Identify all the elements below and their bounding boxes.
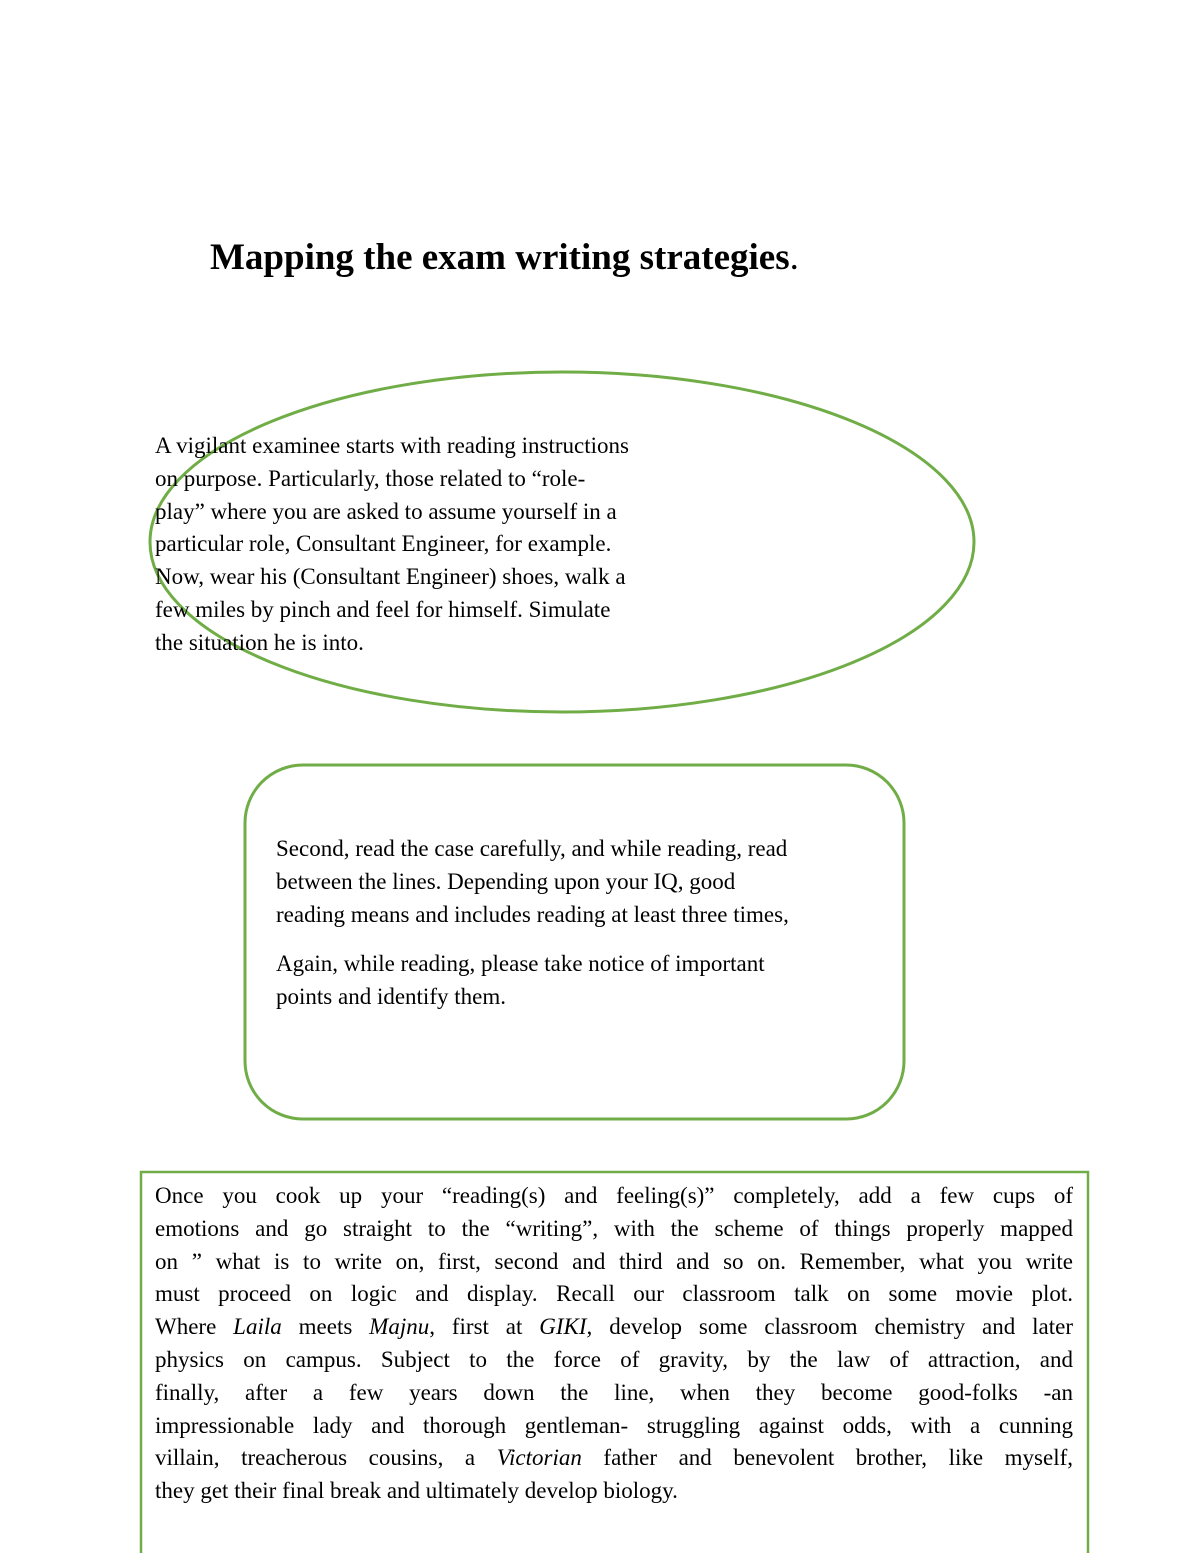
rect-line: Once you cook up your “reading(s) and feeling(s)” completely, add a few cups of xyxy=(155,1183,1073,1208)
rect-line: physics on campus. Subject to the force of gravity, by the law of attraction, and xyxy=(155,1346,1073,1372)
rect-line: must proceed on logic and display. Recall our classroom talk on some movie plot. xyxy=(155,1281,1073,1307)
oval-line: play” where you are asked to assume yourself in a xyxy=(155,498,617,524)
oval-line: Now, wear his (Consultant Engineer) shoes, walk a xyxy=(155,564,626,590)
oval-line: particular role, Consultant Engineer, for example. xyxy=(155,531,612,557)
title-period: . xyxy=(789,237,799,278)
oval-line: on purpose. Particularly, those related to “role- xyxy=(155,465,586,491)
rounded-line: Again, while reading, please take notice of important xyxy=(276,951,765,977)
title-text: Mapping the exam writing strategies xyxy=(210,237,790,278)
rect-line: impressionable lady and thorough gentleman- struggling against odds, with a cunning xyxy=(155,1412,1073,1438)
rect-text: villain, treacherous cousins, a xyxy=(155,1445,497,1471)
paragraph-gap xyxy=(276,931,886,948)
oval-line: few miles by pinch and feel for himself. Simulate xyxy=(155,596,611,622)
name-laila: Laila xyxy=(233,1314,282,1340)
rect-line: on ” what is to write on, first, second and third and so on. Remember, what you write xyxy=(155,1248,1073,1274)
name-majnu: Majnu xyxy=(369,1314,430,1340)
oval-text-block xyxy=(155,430,715,660)
rect-line xyxy=(155,1311,1073,1344)
rect-line xyxy=(155,1442,1073,1475)
rect-line: emotions and go straight to the “writing”, with the scheme of things properly mapped xyxy=(155,1215,1073,1241)
name-giki: GIKI, xyxy=(539,1314,593,1340)
rect-text: Where xyxy=(155,1314,234,1340)
rounded-line: Second, read the case carefully, and while reading, read xyxy=(276,836,788,861)
rect-text: meets xyxy=(281,1314,370,1340)
rect-text-block xyxy=(155,1180,1073,1508)
rounded-text-block xyxy=(276,833,886,1014)
rect-text: , first at xyxy=(429,1314,540,1340)
word-victorian: Victorian xyxy=(496,1445,582,1471)
rounded-line: between the lines. Depending upon your IQ, good xyxy=(276,868,736,894)
rect-line: they get their final break and ultimately develop biology. xyxy=(155,1478,678,1504)
rect-text: father and benevolent brother, like myself, xyxy=(581,1445,1073,1471)
rounded-line: points and identify them. xyxy=(276,984,506,1010)
rounded-line: reading means and includes reading at least three times, xyxy=(276,901,789,927)
rect-line: finally, after a few years down the line, when they become good-folks -an xyxy=(155,1379,1073,1405)
oval-line: A vigilant examinee starts with reading instructions xyxy=(155,433,629,458)
rect-text: develop some classroom chemistry and later xyxy=(592,1314,1073,1340)
oval-line: the situation he is into. xyxy=(155,629,364,655)
